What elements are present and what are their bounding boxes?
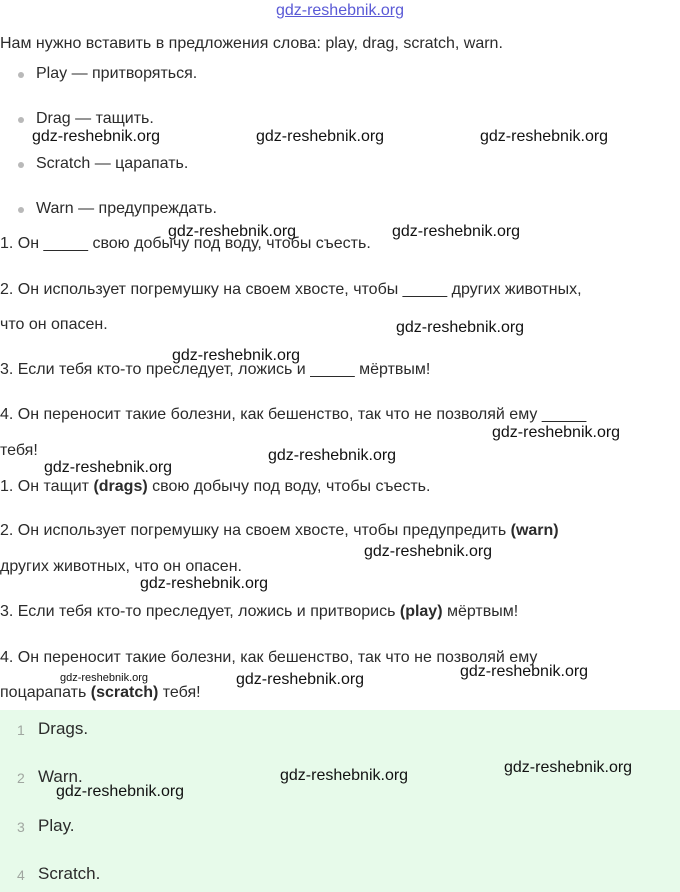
watermark: gdz-reshebnik.org: [396, 319, 525, 336]
watermark: gdz-reshebnik.org: [492, 424, 621, 441]
vocab-item: Drag — тащить.: [36, 110, 154, 127]
vocab-item: Scratch — царапать.: [36, 155, 189, 172]
exercise-sentence: 1. Он _____ свою добычу под воду, чтобы съесть.: [0, 235, 371, 252]
watermark: gdz-reshebnik.org: [480, 128, 609, 145]
solution-sentence: 4. Он переносит такие болезни, как бешенство, так что не позволяй ему: [0, 649, 538, 666]
watermark: gdz-reshebnik.org: [268, 447, 397, 464]
solution-sentence: 2. Он использует погремушку на своем хвосте, чтобы предупредить (warn): [0, 522, 559, 539]
answer-number: 3: [17, 819, 25, 835]
watermark: gdz-reshebnik.org: [392, 223, 521, 240]
site-link[interactable]: gdz-reshebnik.org: [275, 2, 405, 19]
watermark: gdz-reshebnik.org: [56, 783, 185, 800]
answer-text: Drags.: [38, 719, 89, 738]
watermark: gdz-reshebnik.org: [172, 347, 301, 364]
answer-number: 1: [17, 722, 25, 738]
watermark: gdz-reshebnik.org: [280, 767, 409, 784]
exercise-sentence-continued: тебя!: [0, 442, 38, 459]
answer-number: 4: [17, 867, 25, 883]
bullet-icon: [18, 207, 24, 213]
watermark: gdz-reshebnik.org: [460, 663, 589, 680]
bullet-icon: [18, 162, 24, 168]
answer-text: Warn.: [38, 767, 83, 786]
watermark: gdz-reshebnik.org: [140, 575, 269, 592]
answer-text: Scratch.: [38, 864, 101, 883]
vocab-item: Warn — предупреждать.: [36, 200, 217, 217]
watermark: gdz-reshebnik.org: [504, 759, 633, 776]
solution-sentence-continued: других животных, что он опасен.: [0, 558, 242, 575]
exercise-sentence-continued: что он опасен.: [0, 316, 108, 333]
watermark: gdz-reshebnik.org: [60, 672, 149, 684]
answer-number: 2: [17, 770, 25, 786]
watermark: gdz-reshebnik.org: [44, 459, 173, 476]
bullet-icon: [18, 117, 24, 123]
answer-text: Play.: [38, 816, 75, 835]
watermark: gdz-reshebnik.org: [364, 543, 493, 560]
solution-sentence: 1. Он тащит (drags) свою добычу под воду, чтобы съесть.: [0, 478, 431, 495]
watermark: gdz-reshebnik.org: [256, 128, 385, 145]
exercise-sentence: 3. Если тебя кто-то преследует, ложись и _____ мёртвым!: [0, 361, 431, 378]
bullet-icon: [18, 72, 24, 78]
vocab-item: Play — притворяться.: [36, 65, 198, 82]
watermark: gdz-reshebnik.org: [168, 223, 297, 240]
exercise-sentence: 2. Он использует погремушку на своем хвосте, чтобы _____ других животных,: [0, 281, 582, 298]
solution-sentence: 3. Если тебя кто-то преследует, ложись и притворись (play) мёртвым!: [0, 603, 519, 620]
exercise-sentence: 4. Он переносит такие болезни, как бешенство, так что не позволяй ему _____: [0, 406, 587, 423]
solution-sentence-continued: поцарапать (scratch) тебя!: [0, 684, 201, 701]
intro-text: Нам нужно вставить в предложения слова: play, drag, scratch, warn.: [0, 35, 503, 52]
watermark: gdz-reshebnik.org: [32, 128, 161, 145]
watermark: gdz-reshebnik.org: [236, 671, 365, 688]
